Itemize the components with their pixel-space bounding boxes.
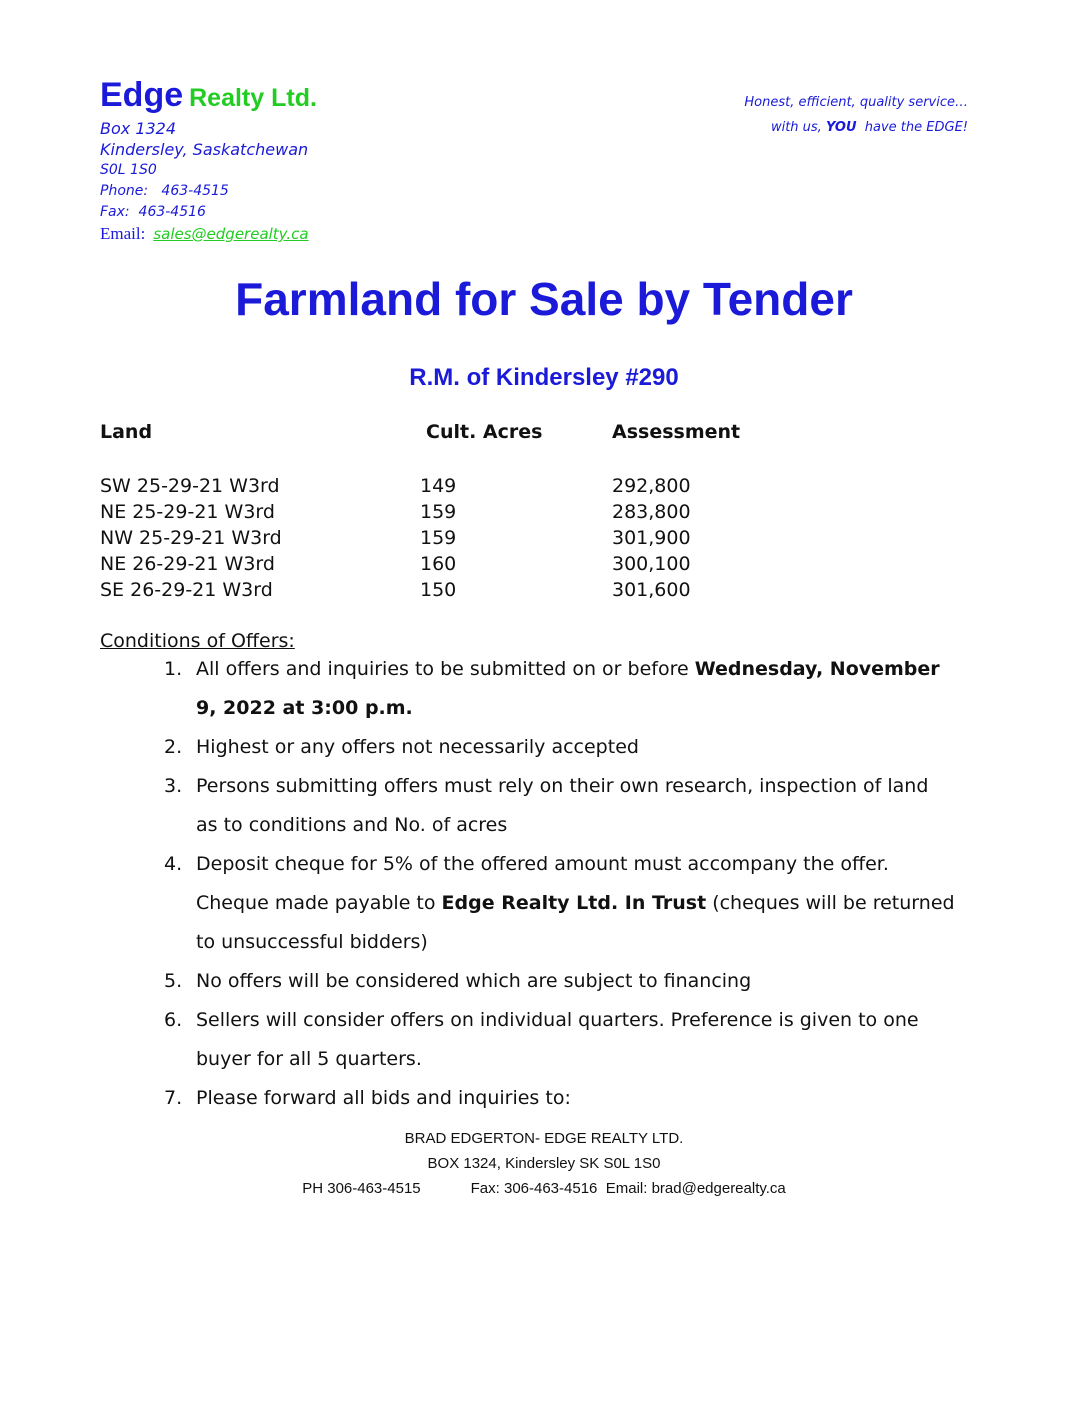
condition-number: 6. (164, 1009, 183, 1031)
cell-assessment: 301,900 (612, 527, 691, 549)
table-row (100, 525, 800, 551)
company-logo (100, 76, 317, 115)
condition-number: 5. (164, 970, 183, 992)
fax-line: Fax: 463-4516 (100, 204, 206, 220)
condition-number: 7. (164, 1087, 183, 1109)
cell-acres: 149 (420, 475, 457, 497)
tagline-post: have the EDGE! (856, 120, 968, 135)
condition-text: Highest or any offers not necessarily accepted (196, 736, 639, 758)
condition-item-4 (100, 845, 1000, 962)
contact-address: BOX 1324, Kindersley SK S0L 1S0 (427, 1155, 661, 1172)
page-subtitle: R.M. of Kindersley #290 (409, 364, 679, 391)
condition-item-3 (100, 767, 1000, 845)
condition-item-6 (100, 1001, 1000, 1079)
tagline-you: YOU (825, 120, 857, 135)
conditions-list (100, 650, 1000, 1118)
email-link[interactable]: sales@edgerealty.ca (153, 225, 309, 243)
address-line-3: S0L 1S0 (100, 162, 157, 178)
condition-text-line2: as to conditions and No. of acres (196, 814, 508, 836)
contact-block (0, 1126, 1088, 1201)
brand-realty-text: Realty Ltd. (189, 84, 317, 112)
condition-number: 3. (164, 775, 183, 797)
condition-item-2 (100, 728, 1000, 767)
cell-acres: 159 (420, 501, 457, 523)
table-row (100, 499, 800, 525)
cell-assessment: 283,800 (612, 501, 691, 523)
header-cult-acres: Cult. Acres (426, 421, 543, 443)
cell-land: NE 26-29-21 W3rd (100, 553, 275, 575)
contact-fax-email: Fax: 306-463-4516 Email: brad@edgerealty.ca (470, 1180, 786, 1197)
header-assessment: Assessment (612, 421, 741, 443)
condition-text: Please forward all bids and inquiries to: (196, 1087, 571, 1109)
table-row (100, 577, 800, 603)
condition-item-5 (100, 962, 1000, 1001)
condition-text-line2: buyer for all 5 quarters. (196, 1048, 422, 1070)
address-line-1: Box 1324 (100, 119, 177, 138)
header-land: Land (100, 421, 153, 443)
tagline-line-2 (744, 115, 968, 140)
cell-acres: 159 (420, 527, 457, 549)
cell-acres: 150 (420, 579, 457, 601)
condition-bold-line2: 9, 2022 at 3:00 p.m. (196, 697, 413, 719)
condition-bold: Wednesday, November (694, 658, 940, 680)
address-line-2: Kindersley, Saskatchewan (100, 140, 309, 159)
cell-land: SW 25-29-21 W3rd (100, 475, 280, 497)
condition-text: All offers and inquiries to be submitted on or before (196, 658, 695, 680)
land-table (100, 421, 800, 621)
email-line (100, 224, 309, 244)
tagline-line-1: Honest, efficient, quality service… (744, 95, 968, 110)
tagline-pre: with us, (770, 120, 826, 135)
cell-assessment: 292,800 (612, 475, 691, 497)
condition-text-line3: to unsuccessful bidders) (196, 931, 428, 953)
condition-text-line2-pre: Cheque made payable to (196, 892, 442, 914)
contact-phone: PH 306-463-4515 (302, 1180, 421, 1197)
condition-text: Deposit cheque for 5% of the offered amount must accompany the offer. (196, 853, 889, 875)
condition-text: No offers will be considered which are subject to financing (196, 970, 752, 992)
cell-land: NW 25-29-21 W3rd (100, 527, 282, 549)
condition-number: 1. (164, 658, 183, 680)
condition-number: 4. (164, 853, 183, 875)
condition-text-line2-post: (cheques will be returned (706, 892, 955, 914)
company-address (100, 118, 309, 244)
cell-land: NE 25-29-21 W3rd (100, 501, 275, 523)
table-row (100, 551, 800, 577)
tagline (744, 90, 968, 140)
condition-item-7 (100, 1079, 1000, 1118)
contact-phone-fax-email (0, 1176, 1088, 1201)
cell-assessment: 301,600 (612, 579, 691, 601)
cell-land: SE 26-29-21 W3rd (100, 579, 273, 601)
table-row (100, 473, 800, 499)
phone-line: Phone: 463-4515 (100, 183, 229, 199)
condition-text: Persons submitting offers must rely on their own research, inspection of land (196, 775, 929, 797)
email-label: Email: (100, 224, 146, 243)
condition-bold: Edge Realty Ltd. In Trust (441, 892, 707, 914)
condition-item-1 (100, 650, 1000, 728)
brand-edge-text: Edge (100, 76, 184, 114)
condition-number: 2. (164, 736, 183, 758)
conditions-heading: Conditions of Offers: (100, 630, 295, 652)
condition-text: Sellers will consider offers on individual quarters. Preference is given to one (196, 1009, 919, 1031)
contact-name: BRAD EDGERTON- EDGE REALTY LTD. (404, 1130, 684, 1147)
cell-acres: 160 (420, 553, 457, 575)
cell-assessment: 300,100 (612, 553, 691, 575)
page-title: Farmland for Sale by Tender (235, 273, 853, 325)
